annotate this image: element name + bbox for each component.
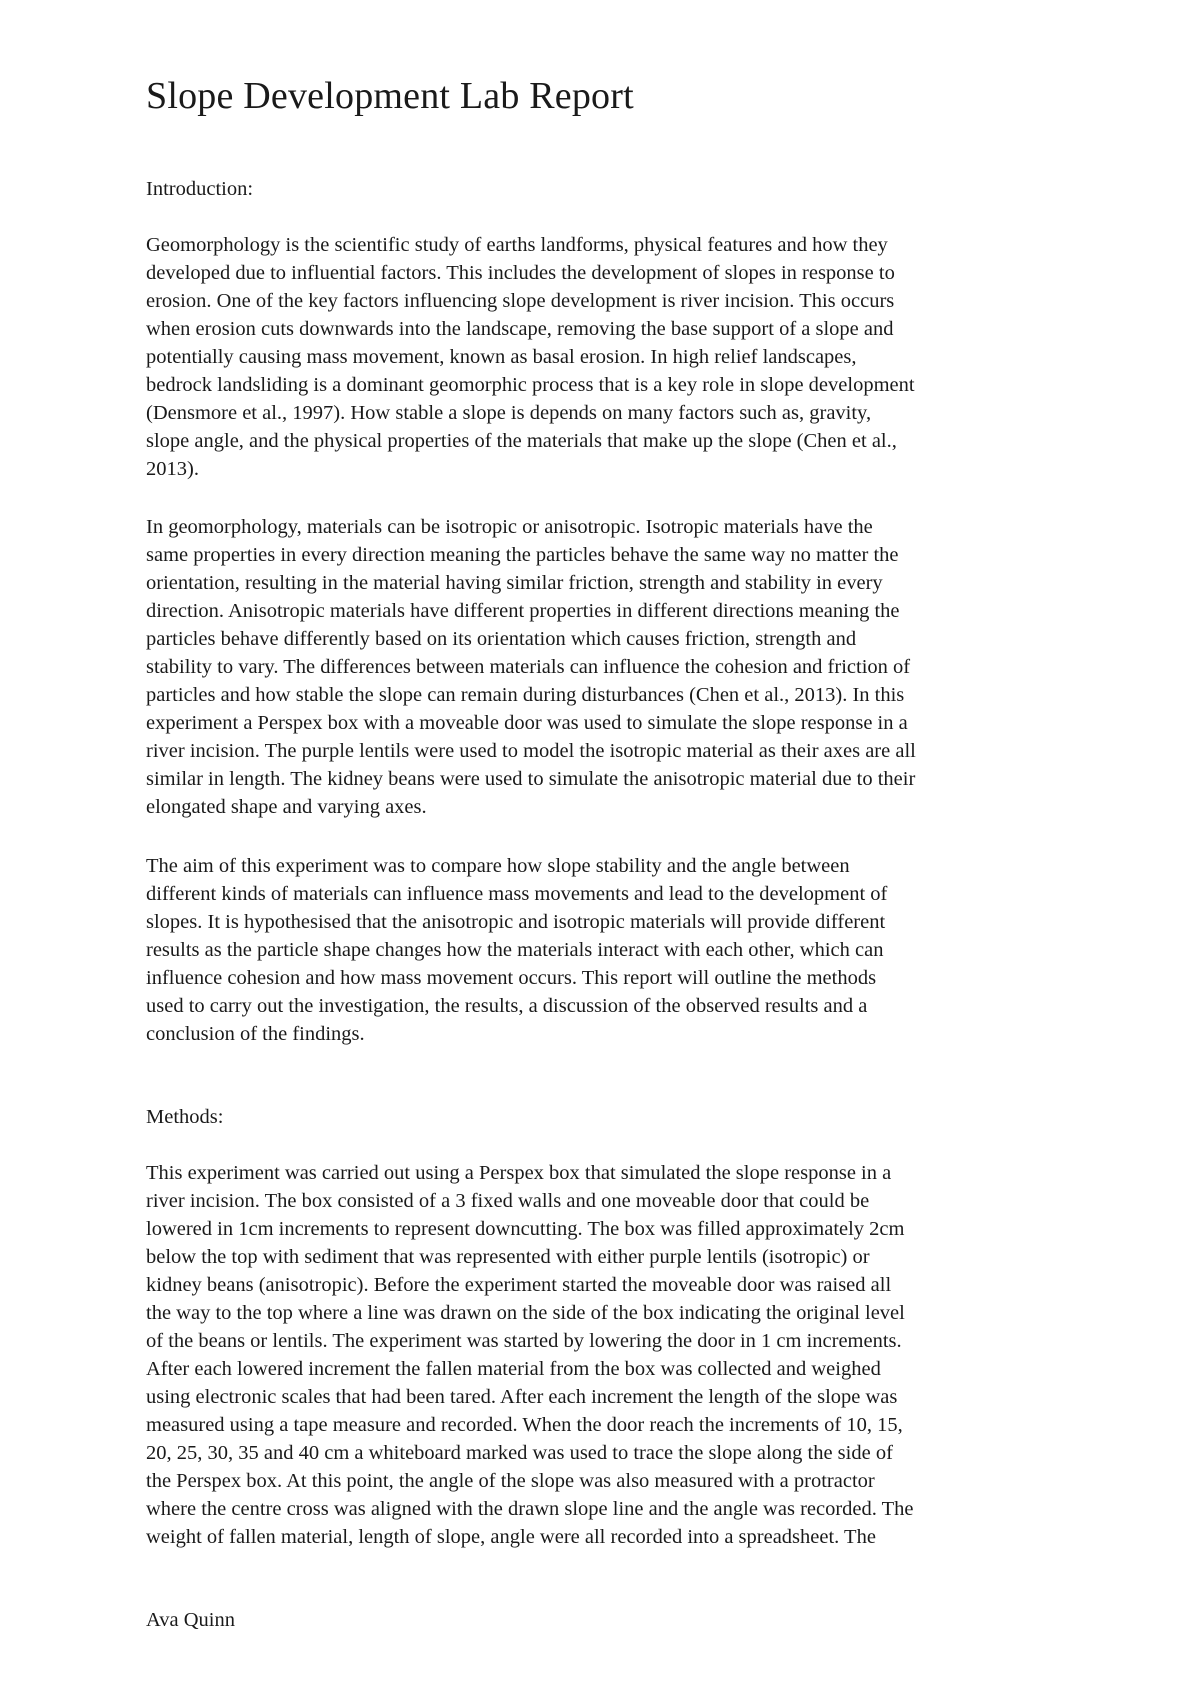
text-line: the Perspex box. At this point, the angle of the slope was also measured with a protractor (146, 1470, 875, 1492)
text-line: stability to vary. The differences between materials can influence the cohesion and friction of (146, 656, 911, 678)
methods-paragraph-1 (146, 1159, 1066, 1551)
text-line: 2013). (146, 458, 199, 480)
text-line: 20, 25, 30, 35 and 40 cm a whiteboard marked was used to trace the slope along the side of (146, 1442, 893, 1464)
intro-paragraph-2 (146, 513, 1066, 821)
text-line: The aim of this experiment was to compare how slope stability and the angle between (146, 855, 850, 877)
text-line: conclusion of the findings. (146, 1023, 365, 1045)
section-heading-introduction: Introduction: (146, 178, 254, 200)
text-line: (Densmore et al., 1997). How stable a slope is depends on many factors such as, gravity, (146, 402, 872, 424)
text-line: lowered in 1cm increments to represent downcutting. The box was filled approximately 2cm (146, 1218, 905, 1240)
text-line: particles behave differently based on its orientation which causes friction, strength and (146, 628, 857, 650)
text-line: where the centre cross was aligned with the drawn slope line and the angle was recorded. The (146, 1498, 914, 1520)
text-line: After each lowered increment the fallen material from the box was collected and weighed (146, 1358, 881, 1380)
text-line: different kinds of materials can influence mass movements and lead to the development of (146, 883, 888, 905)
text-line: results as the particle shape changes how the materials interact with each other, which can (146, 939, 884, 961)
text-line: developed due to influential factors. This includes the development of slopes in response to (146, 262, 895, 284)
text-line: river incision. The purple lentils were used to model the isotropic material as their axes are all (146, 740, 916, 762)
text-line: influence cohesion and how mass movement occurs. This report will outline the methods (146, 967, 877, 989)
text-line: the way to the top where a line was drawn on the side of the box indicating the original level (146, 1302, 905, 1324)
text-line: slope angle, and the physical properties of the materials that make up the slope (Chen et al., (146, 430, 897, 452)
page-title: Slope Development Lab Report (146, 75, 634, 117)
footer-author: Ava Quinn (146, 1609, 236, 1631)
text-line: when erosion cuts downwards into the landscape, removing the base support of a slope and (146, 318, 894, 340)
text-line: weight of fallen material, length of slope, angle were all recorded into a spreadsheet. The (146, 1526, 876, 1548)
text-line: particles and how stable the slope can remain during disturbances (Chen et al., 2013). In this (146, 684, 905, 706)
text-line: river incision. The box consisted of a 3 fixed walls and one moveable door that could be (146, 1190, 870, 1212)
text-line: using electronic scales that had been tared. After each increment the length of the slope was (146, 1386, 898, 1408)
text-line: similar in length. The kidney beans were used to simulate the anisotropic material due to their (146, 768, 916, 790)
intro-paragraph-3 (146, 852, 1066, 1048)
text-line: elongated shape and varying axes. (146, 796, 427, 818)
text-line: potentially causing mass movement, known as basal erosion. In high relief landscapes, (146, 346, 857, 368)
text-line: erosion. One of the key factors influencing slope development is river incision. This occurs (146, 290, 895, 312)
text-line: Geomorphology is the scientific study of earths landforms, physical features and how they (146, 234, 888, 256)
text-line: kidney beans (anisotropic). Before the experiment started the moveable door was raised all (146, 1274, 892, 1296)
text-line: of the beans or lentils. The experiment was started by lowering the door in 1 cm increments. (146, 1330, 902, 1352)
text-line: same properties in every direction meaning the particles behave the same way no matter the (146, 544, 899, 566)
text-line: orientation, resulting in the material having similar friction, strength and stability in every (146, 572, 883, 594)
text-line: slopes. It is hypothesised that the anisotropic and isotropic materials will provide different (146, 911, 886, 933)
intro-paragraph-1 (146, 231, 1066, 483)
text-line: This experiment was carried out using a Perspex box that simulated the slope response in a (146, 1162, 892, 1184)
text-line: used to carry out the investigation, the results, a discussion of the observed results and a (146, 995, 868, 1017)
text-line: experiment a Perspex box with a moveable door was used to simulate the slope response in a (146, 712, 908, 734)
text-line: direction. Anisotropic materials have different properties in different directions meaning the (146, 600, 900, 622)
text-line: In geomorphology, materials can be isotropic or anisotropic. Isotropic materials have the (146, 516, 873, 538)
text-line: bedrock landsliding is a dominant geomorphic process that is a key role in slope development (146, 374, 915, 396)
section-heading-methods: Methods: (146, 1106, 224, 1128)
text-line: measured using a tape measure and recorded. When the door reach the increments of 10, 15, (146, 1414, 903, 1436)
text-line: below the top with sediment that was represented with either purple lentils (isotropic) or (146, 1246, 870, 1268)
